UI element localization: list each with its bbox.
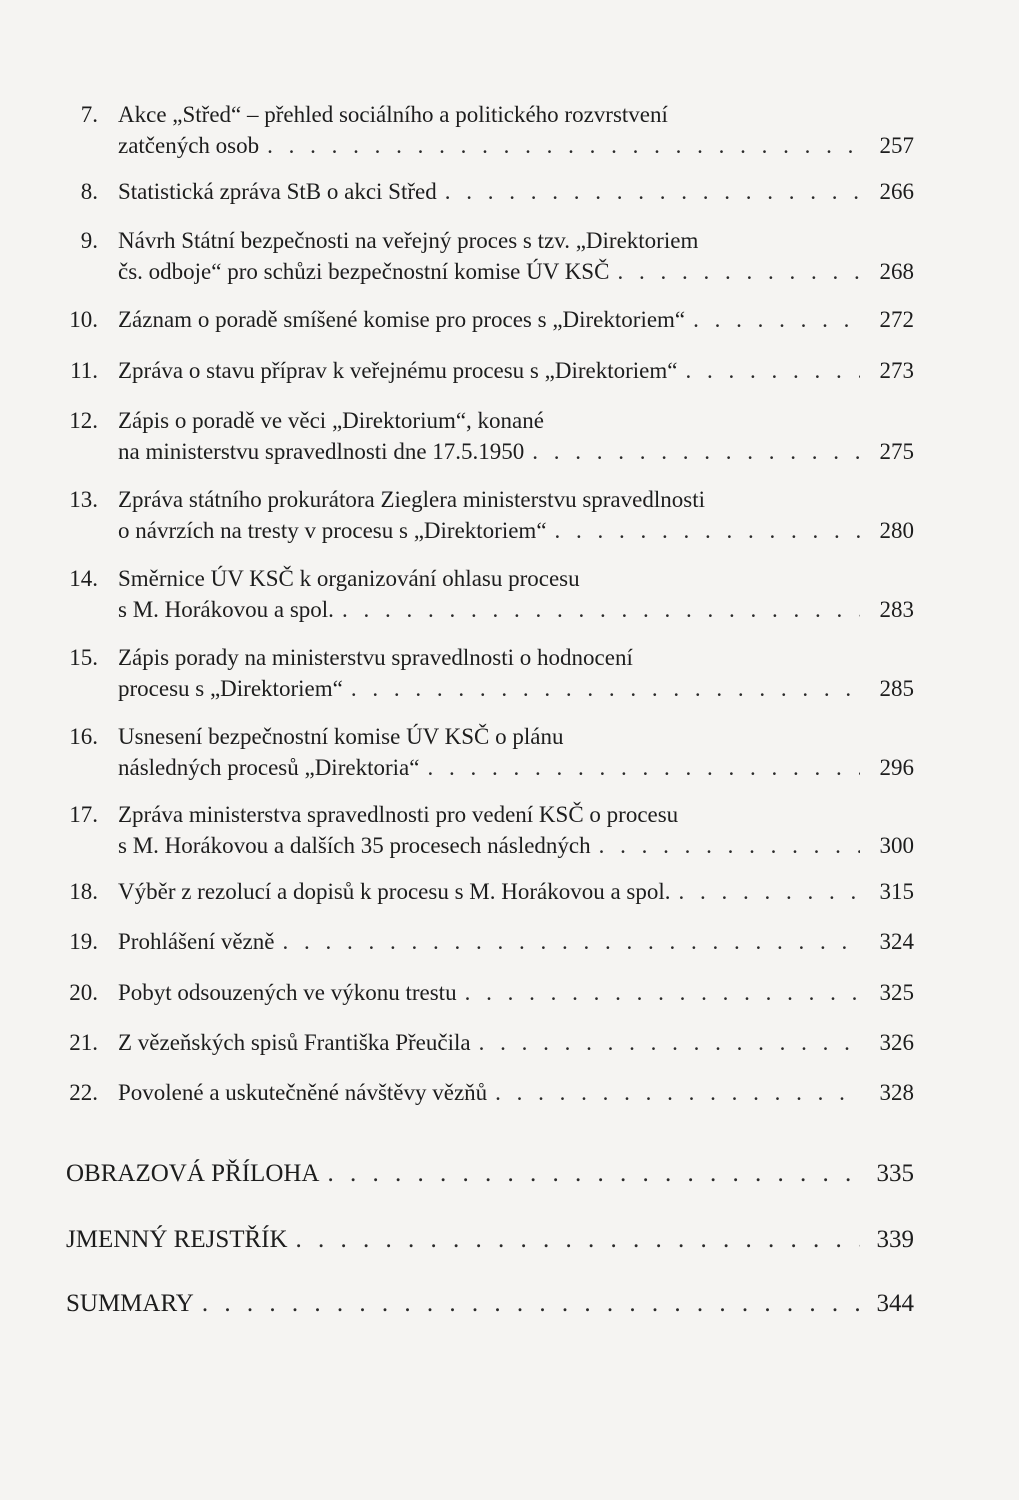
entry-body <box>118 642 914 704</box>
dot-leader <box>532 436 860 467</box>
entry-number: 7. <box>80 102 98 127</box>
dot-leader <box>296 1224 860 1255</box>
entry-body <box>118 355 914 386</box>
entry-title-line: procesu s „Direktoriem“ <box>118 676 343 701</box>
dot-leader <box>495 1077 860 1108</box>
entry-body <box>66 1224 914 1255</box>
entry-title-line: následných procesů „Direktoria“ <box>118 755 420 780</box>
entry-body <box>118 876 914 907</box>
dot-leader <box>555 515 860 546</box>
entry-body <box>118 176 914 207</box>
dot-leader <box>327 1158 860 1189</box>
section-page-number: 335 <box>876 1160 914 1187</box>
dot-leader <box>679 876 860 907</box>
entry-number: 21. <box>69 1030 98 1055</box>
entry-body <box>118 926 914 957</box>
entry-title-line: Záznam o poradě smíšené komise pro proces s „Direktoriem“ <box>118 307 686 332</box>
entry-title-line: Zpráva státního prokurátora Zieglera ministerstvu spravedlnosti <box>118 487 705 512</box>
dot-leader <box>465 977 860 1008</box>
dot-leader <box>693 304 860 335</box>
entry-page-number: 257 <box>879 133 914 158</box>
entry-number: 13. <box>69 487 98 512</box>
dot-leader <box>202 1288 860 1319</box>
entry-number: 16. <box>69 724 98 749</box>
entry-page-number: 315 <box>879 879 914 904</box>
entry-title-line: Návrh Státní bezpečnosti na veřejný proces s tzv. „Direktoriem <box>118 228 699 253</box>
entry-page-number: 285 <box>879 676 914 701</box>
dot-leader <box>267 130 860 161</box>
entry-body <box>118 563 914 625</box>
entry-page-number: 324 <box>879 929 914 954</box>
entry-title-line: Usnesení bezpečnostní komise ÚV KSČ o plánu <box>118 724 564 749</box>
entry-number: 17. <box>69 802 98 827</box>
entry-title-line: Výběr z rezolucí a dopisů k procesu s M. Horákovou a spol. <box>118 879 671 904</box>
entry-page-number: 326 <box>879 1030 914 1055</box>
entry-body <box>66 1288 914 1319</box>
entry-number: 11. <box>70 358 98 383</box>
entry-title-line: Z vězeňských spisů Františka Přeučila <box>118 1030 471 1055</box>
entry-page-number: 273 <box>879 358 914 383</box>
entry-number: 10. <box>69 307 98 332</box>
section-page-number: 344 <box>876 1290 914 1317</box>
section-title: JMENNÝ REJSTŘÍK <box>66 1226 288 1253</box>
entry-body <box>118 99 914 161</box>
entry-body <box>118 484 914 546</box>
entry-body <box>118 405 914 467</box>
entry-page-number: 272 <box>879 307 914 332</box>
entry-title-line: s M. Horákovou a dalších 35 procesech následných <box>118 833 591 858</box>
dot-leader <box>427 752 860 783</box>
entry-page-number: 275 <box>879 439 914 464</box>
entry-number: 22. <box>69 1080 98 1105</box>
entry-page-number: 268 <box>879 259 914 284</box>
entry-title-line: Prohlášení vězně <box>118 929 275 954</box>
entry-number: 14. <box>69 566 98 591</box>
entry-body <box>118 977 914 1008</box>
entry-title-line: čs. odboje“ pro schůzi bezpečnostní komise ÚV KSČ <box>118 259 610 284</box>
entry-title-line: Pobyt odsouzených ve výkonu trestu <box>118 980 457 1005</box>
entry-page-number: 296 <box>879 755 914 780</box>
entry-page-number: 266 <box>879 179 914 204</box>
dot-leader <box>685 355 860 386</box>
section-page-number: 339 <box>876 1226 914 1253</box>
entry-number: 19. <box>69 929 98 954</box>
entry-body <box>118 1027 914 1058</box>
entry-title-line: na ministerstvu spravedlnosti dne 17.5.1950 <box>118 439 525 464</box>
entry-body <box>118 304 914 335</box>
entry-number: 8. <box>80 179 98 204</box>
dot-leader <box>445 176 860 207</box>
entry-page-number: 300 <box>879 833 914 858</box>
entry-title-line: Zpráva ministerstva spravedlnosti pro vedení KSČ o procesu <box>118 802 679 827</box>
entry-title-line: Zpráva o stavu příprav k veřejnému procesu s „Direktoriem“ <box>118 358 678 383</box>
entry-body <box>118 1077 914 1108</box>
entry-title-line: Směrnice ÚV KSČ k organizování ohlasu procesu <box>118 566 580 591</box>
entry-page-number: 325 <box>879 980 914 1005</box>
entry-number: 15. <box>69 645 98 670</box>
entry-number: 12. <box>69 408 98 433</box>
entry-title-line: Akce „Střed“ – přehled sociálního a politického rozvrstvení <box>118 102 668 127</box>
entry-title-line: Zápis porady na ministerstvu spravedlnosti o hodnocení <box>118 645 633 670</box>
dot-leader <box>351 673 860 704</box>
entry-body <box>66 1158 914 1189</box>
entry-title-line: o návrzích na tresty v procesu s „Direktoriem“ <box>118 518 547 543</box>
entry-page-number: 280 <box>879 518 914 543</box>
entry-page-number: 328 <box>879 1080 914 1105</box>
dot-leader <box>342 594 860 625</box>
section-title: SUMMARY <box>66 1290 194 1317</box>
section-title: OBRAZOVÁ PŘÍLOHA <box>66 1160 320 1187</box>
entry-page-number: 283 <box>879 597 914 622</box>
entry-title-line: s M. Horákovou a spol. <box>118 597 334 622</box>
entry-body <box>118 721 914 783</box>
dot-leader <box>599 830 860 861</box>
entry-number: 20. <box>69 980 98 1005</box>
entry-body <box>118 225 914 287</box>
dot-leader <box>617 256 860 287</box>
entry-title-line: zatčených osob <box>118 133 260 158</box>
entry-title-line: Statistická zpráva StB o akci Střed <box>118 179 437 204</box>
entry-number: 9. <box>80 228 98 253</box>
entry-number: 18. <box>69 879 98 904</box>
dot-leader <box>479 1027 860 1058</box>
dot-leader <box>282 926 860 957</box>
entry-title-line: Povolené a uskutečněné návštěvy vězňů <box>118 1080 488 1105</box>
entry-body <box>118 799 914 861</box>
entry-title-line: Zápis o poradě ve věci „Direktorium“, konané <box>118 408 544 433</box>
